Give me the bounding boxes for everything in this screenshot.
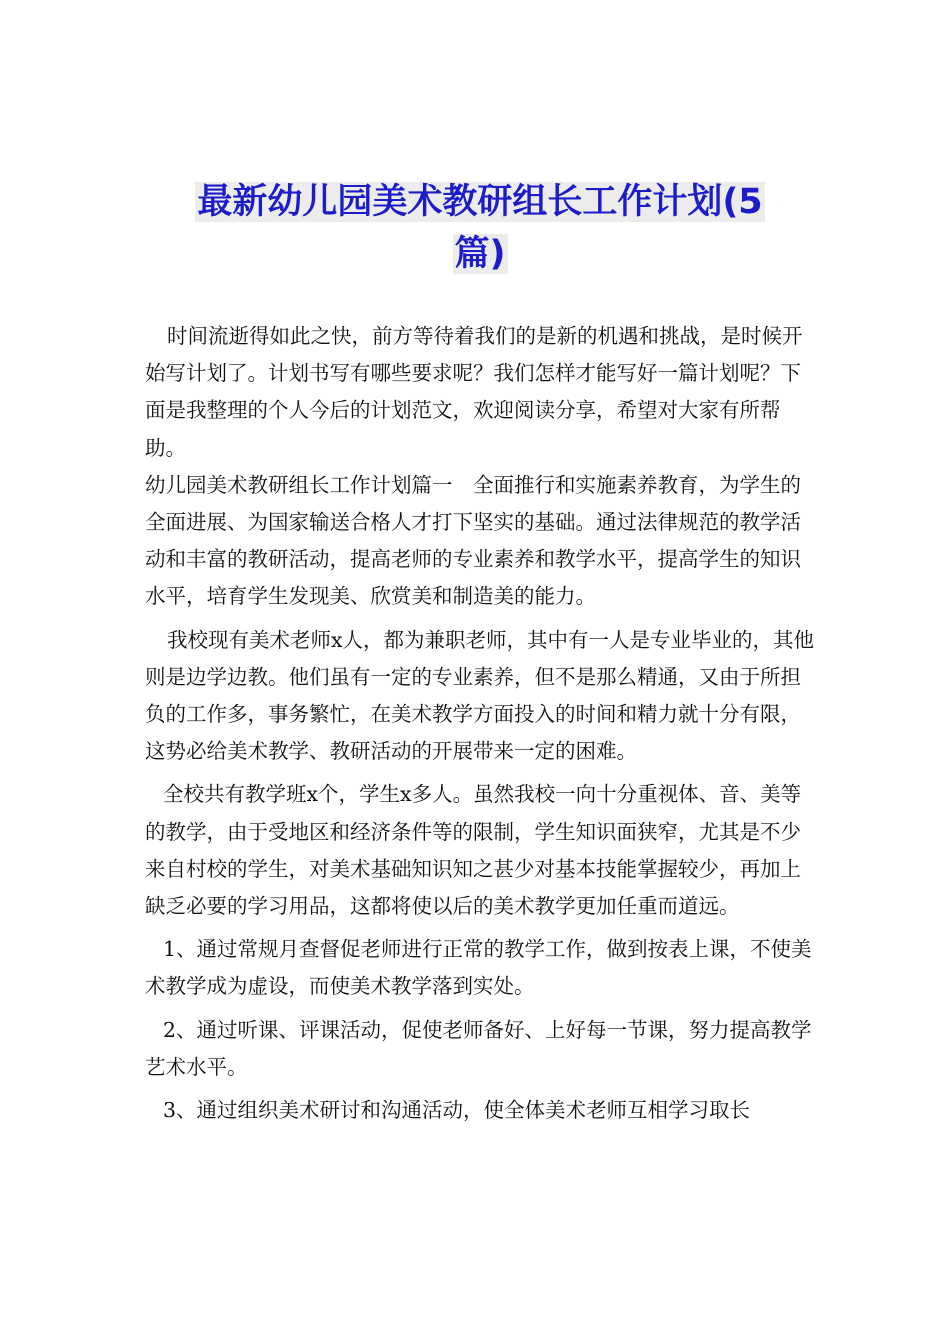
- paragraph-teachers: 我校现有美术老师x人，都为兼职老师，其中有一人是专业毕业的，其他则是边学边教。他们虽有一定的专业素养，但不是那么精通，又由于所担负的工作多，事务繁忙，在美术教学方面投入的时间和精力就十分有限，这势必给美术教学、教研活动的开展带来一定的困难。: [145, 627, 815, 764]
- paragraph-students: 全校共有教学班x个，学生x多人。虽然我校一向十分重视体、音、美等的教学，由于受地区和经济条件等的限制，学生知识面狭窄，尤其是不少来自村校的学生，对美术基础知识知之甚少对基本技能掌握较少，再加上缺乏必要的学习用品，这都将使以后的美术教学更加任重而道远。: [145, 782, 802, 919]
- paragraph-intro: 时间流逝得如此之快，前方等待着我们的是新的机遇和挑战，是时候开始写计划了。计划书写有哪些要求呢？我们怎样才能写好一篇计划呢？下面是我整理的个人今后的计划范文，欢迎阅读分享，希望对大家有所帮助。: [145, 324, 803, 460]
- document-body: [145, 318, 815, 1129]
- title-line-2: 篇): [454, 234, 506, 274]
- title-line-1: 最新幼儿园美术教研组长工作计划(5: [197, 182, 763, 222]
- list-item-2: 2、通过听课、评课活动，促使老师备好、上好每一节课，努力提高教学艺术水平。: [145, 1017, 812, 1079]
- document-title: [160, 176, 800, 280]
- paragraph-section-1: 幼儿园美术教研组长工作计划篇一 全面推行和实施素养教育，为学生的全面进展、为国家输送合格人才打下坚实的基础。通过法律规范的教学活动和丰富的教研活动，提高老师的专业素养和教学水平，提高学生的知识水平，培育学生发现美、欣赏美和制造美的能力。: [145, 472, 801, 609]
- list-item-1: 1、通过常规月查督促老师进行正常的教学工作，做到按表上课，不使美术教学成为虚设，而使美术教学落到实处。: [145, 937, 812, 999]
- list-item-3: 3、通过组织美术研讨和沟通活动，使全体美术老师互相学习取长: [163, 1098, 751, 1123]
